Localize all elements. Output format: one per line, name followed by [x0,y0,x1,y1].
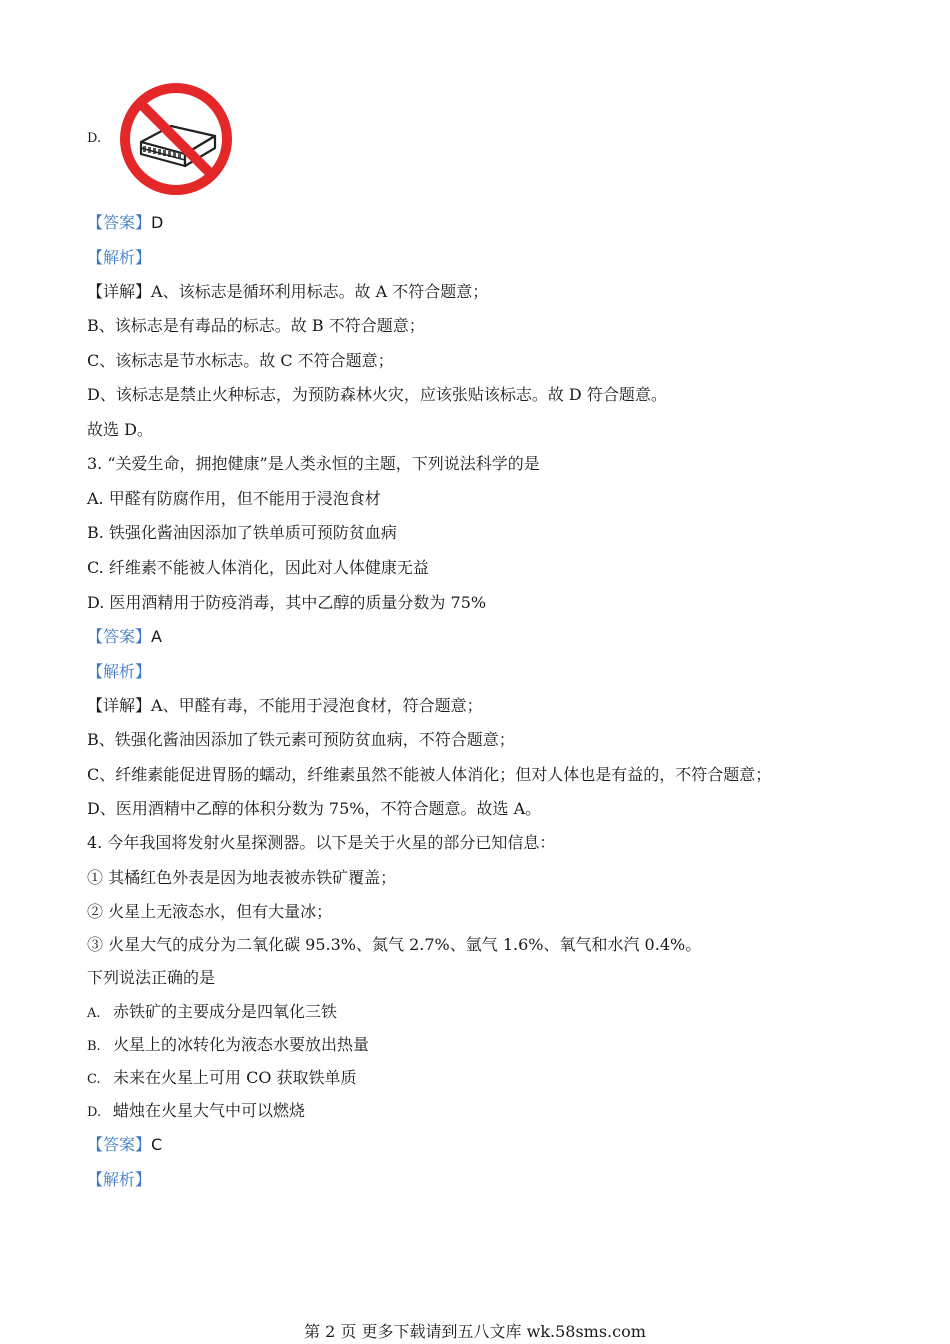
page-footer: 第 2 页 更多下载请到五八文库 wk.58sms.com [304,1322,646,1341]
option-text: 赤铁矿的主要成分是四氧化三铁 [113,1002,338,1021]
option-b: B. 铁强化酱油因添加了铁单质可预防贫血病 [87,523,397,542]
analysis-tag: 【解析】 [87,662,152,681]
option-letter: B. [87,1039,101,1054]
option-a: A. 甲醛有防腐作用，但不能用于浸泡食材 [87,489,381,508]
option-d-label: D. [87,131,102,146]
analysis-tag: 【解析】 [87,248,152,267]
detail-text: A、该标志是循环利用标志。故 A 不符合题意； [151,282,489,301]
detail-line: B、该标志是有毒品的标志。故 B 不符合题意； [87,316,425,335]
analysis-line [87,661,151,683]
detail-tag: 【详解】 [87,696,152,715]
info-item: ③ 火星大气的成分为二氧化碳 95.3%、氮气 2.7%、氩气 1.6%、氧气和水汽 0.4%。 [87,935,702,954]
detail-line: B、铁强化酱油因添加了铁元素可预防贫血病，不符合题意； [87,730,515,749]
answer-value: A [151,627,162,646]
detail-line: D、该标志是禁止火种标志，为预防森林火灾，应该张贴该标志。故 D 符合题意。 [87,385,667,404]
option-a [87,1001,337,1025]
question-3-text: 3. “关爱生命，拥抱健康”是人类永恒的主题，下列说法科学的是 [87,454,540,473]
detail-line [87,695,483,717]
answer-tag: 【答案】 [87,1135,152,1154]
analysis-line [87,1169,151,1191]
detail-line: C、纤维素能促进胃肠的蠕动，纤维素虽然不能被人体消化；但对人体也是有益的，不符合题意； [87,765,772,784]
option-text: 蜡烛在火星大气中可以燃烧 [113,1101,306,1120]
info-item: ① 其橘红色外表是因为地表被赤铁矿覆盖； [87,868,397,887]
info-item: ② 火星上无液态水，但有大量冰； [87,902,333,921]
answer-line [87,212,163,234]
option-b [87,1034,369,1058]
answer-tag: 【答案】 [87,627,152,646]
detail-line: 故选 D。 [87,420,153,439]
answer-value: D [151,213,164,232]
detail-line: D、医用酒精中乙醇的体积分数为 75%，不符合题意。故选 A。 [87,799,542,818]
option-letter: D. [87,1105,102,1120]
option-text: 火星上的冰转化为液态水要放出热量 [113,1035,370,1054]
answer-value: C [151,1135,163,1154]
option-text: 未来在火星上可用 CO 获取铁单质 [113,1068,357,1087]
question-prompt: 下列说法正确的是 [87,968,216,987]
option-letter: A. [87,1006,101,1021]
analysis-line [87,247,151,269]
question-4-text: 4. 今年我国将发射火星探测器。以下是关于火星的部分已知信息： [87,833,556,852]
answer-line [87,1134,162,1156]
option-d: D. 医用酒精用于防疫消毒，其中乙醇的质量分数为 75% [87,593,487,612]
detail-text: A、甲醛有毒，不能用于浸泡食材，符合题意； [151,696,483,715]
analysis-tag: 【解析】 [87,1170,152,1189]
detail-line: C、该标志是节水标志。故 C 不符合题意； [87,351,394,370]
detail-line [87,281,488,303]
answer-tag: 【答案】 [87,213,152,232]
option-c: C. 纤维素不能被人体消化，因此对人体健康无益 [87,558,429,577]
option-letter: C. [87,1072,101,1087]
answer-line [87,626,162,648]
option-c [87,1067,357,1091]
option-d [87,1100,305,1124]
detail-tag: 【详解】 [87,282,152,301]
no-fire-sources-sign-icon [115,78,237,200]
